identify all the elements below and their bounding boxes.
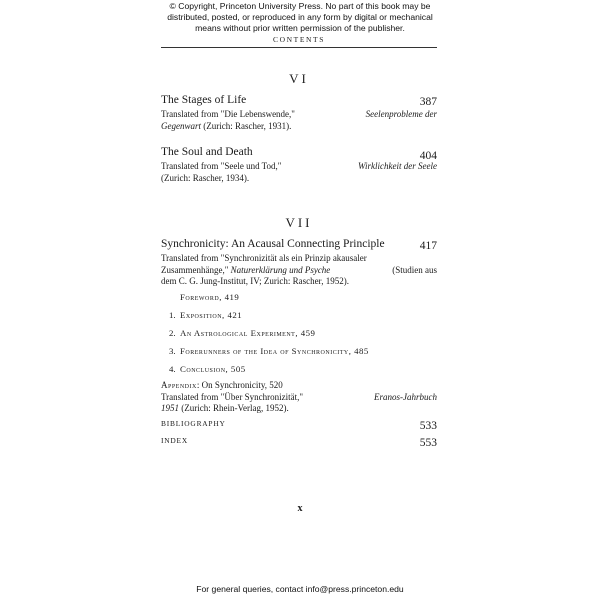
copyright-line: © Copyright, Princeton University Press. No part of this book may be — [169, 1, 431, 11]
part-numeral: VI — [289, 71, 309, 86]
chapter-number: 3. — [169, 346, 176, 356]
chapter-number: 4. — [169, 364, 176, 374]
chapter-number: 1. — [169, 310, 176, 320]
note-italic: Wirklichkeit der Seele — [358, 161, 437, 171]
note-text: Translated from "Die Lebenswende," — [161, 109, 295, 119]
note-text: (Zurich: Rascher, 1934). — [161, 172, 250, 183]
toc-page-number: 404 — [419, 150, 437, 162]
running-head: CONTENTS — [273, 35, 325, 44]
chapter-entry[interactable]: An Astrological Experiment, 459 — [180, 328, 316, 338]
chapter-entry[interactable]: Conclusion, 505 — [180, 364, 246, 374]
header-rule — [161, 47, 437, 48]
note-text: dem C. G. Jung-Institut, IV; Zurich: Rascher, 1952). — [161, 276, 349, 286]
chapter-entry[interactable]: Exposition, 421 — [180, 310, 243, 320]
toc-page-number: 533 — [419, 420, 437, 432]
note-italic: Seelenprobleme der — [365, 109, 437, 119]
copyright-line: distributed, posted, or reproduced in any form by digital or mechanical — [167, 12, 433, 22]
toc-entry-title[interactable]: Synchronicity: An Acausal Connecting Principle — [161, 238, 385, 250]
appendix-title: : On Synchronicity, 520 — [196, 380, 283, 390]
foreword-entry[interactable]: Foreword, 419 — [180, 292, 240, 302]
folio-page-number: x — [297, 503, 303, 514]
translation-note — [161, 253, 437, 288]
index-entry[interactable]: INDEX — [161, 436, 188, 445]
chapter-entry[interactable]: Forerunners of the Idea of Synchronicity, 485 — [180, 346, 369, 356]
toc-page-number: 417 — [419, 240, 437, 252]
note-text: Translated from "Synchronizität als ein Prinzip akausaler — [161, 253, 367, 263]
bibliography-entry[interactable]: BIBLIOGRAPHY — [161, 419, 226, 428]
note-italic: Naturerklärung und Psyche — [230, 264, 331, 275]
note-italic: Eranos-Jahrbuch — [374, 391, 437, 402]
note-text: Zusammenhänge," — [161, 264, 231, 275]
toc-page-number: 553 — [419, 437, 437, 449]
translation-note — [161, 161, 437, 184]
appendix-label[interactable]: Appendix — [161, 380, 197, 390]
note-italic: Gegenwart — [161, 120, 201, 131]
appendix-entry — [161, 380, 437, 415]
copyright-notice — [0, 1, 600, 34]
note-text: (Zurich: Rhein-Verlag, 1952). — [179, 403, 289, 413]
note-text: (Zurich: Rascher, 1931). — [201, 120, 292, 131]
note-text: Translated from "Über Synchronizität," — [161, 391, 303, 402]
chapter-number: 2. — [169, 328, 176, 338]
footer-contact: For general queries, contact info@press.princeton.edu — [196, 584, 404, 594]
note-text: Translated from "Seele und Tod," — [161, 161, 282, 171]
toc-entry-title[interactable]: The Soul and Death — [161, 146, 253, 158]
translation-note — [161, 109, 437, 132]
note-text: (Studien aus — [392, 264, 437, 275]
note-italic: 1951 — [161, 403, 179, 413]
copyright-line: means without prior written permission of the publisher. — [195, 23, 405, 33]
toc-page-number: 387 — [419, 96, 437, 108]
toc-entry-title[interactable]: The Stages of Life — [161, 94, 247, 106]
part-numeral: VII — [285, 215, 313, 230]
